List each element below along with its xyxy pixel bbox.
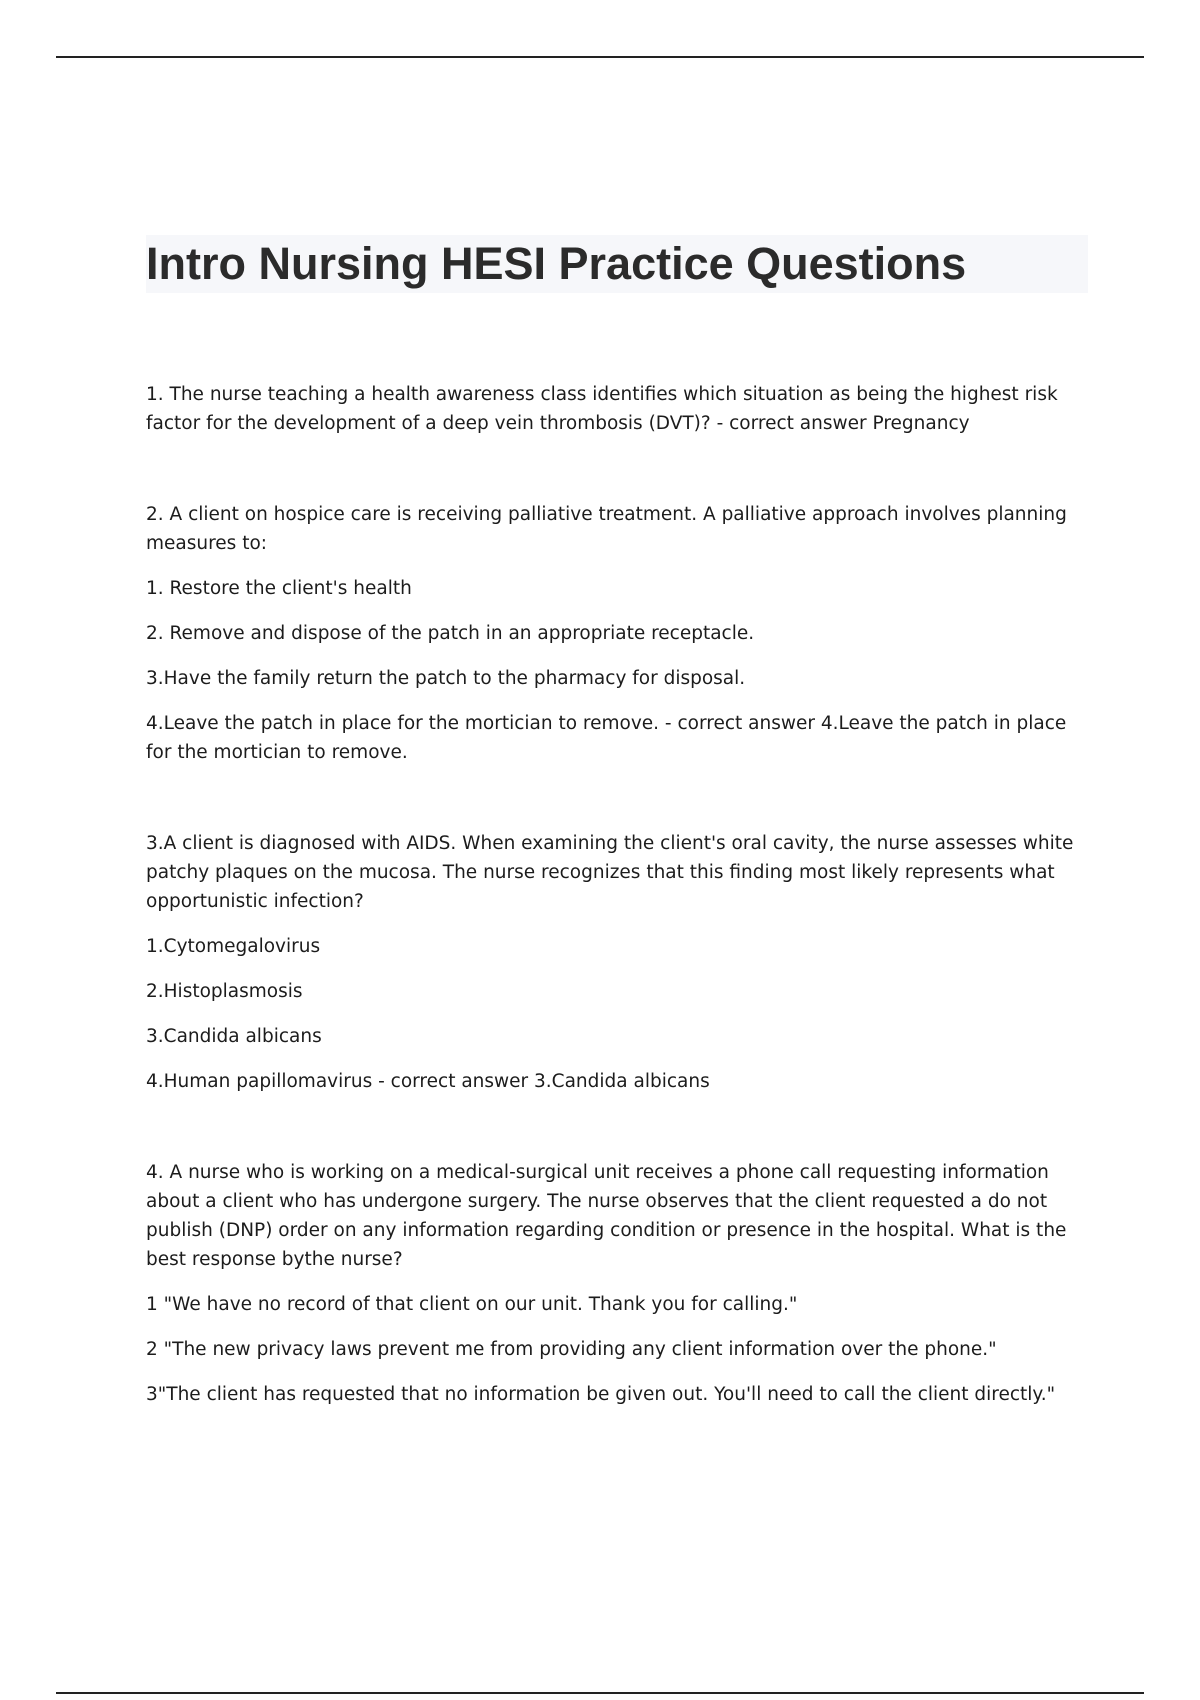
- footer-rule: [56, 1692, 1144, 1694]
- question-block-4: [146, 1158, 1088, 1409]
- document-body: [146, 380, 1088, 1471]
- question-2-option-1: 1. Restore the client's health: [146, 578, 412, 599]
- document-title: Intro Nursing HESI Practice Questions: [146, 238, 967, 289]
- question-3-stem: 3.A client is diagnosed with AIDS. When examining the client's oral cavity, the nurse assesses white patchy plaques on the mucosa. The nurse recognizes that this finding most likely represents what opportunistic infection?: [146, 833, 1074, 912]
- question-block-3: [146, 829, 1088, 1096]
- question-4-stem: 4. A nurse who is working on a medical-surgical unit receives a phone call requesting information about a client who has undergone surgery. The nurse observes that the client requested a do not publish (DNP) order on any information regarding condition or presence in the hospital. What is the best response bythe nurse?: [146, 1162, 1067, 1270]
- question-block-2: [146, 500, 1088, 767]
- question-2-option-3: 3.Have the family return the patch to the pharmacy for disposal.: [146, 668, 746, 689]
- question-1-text: 1. The nurse teaching a health awareness class identifies which situation as being the highest risk factor for the development of a deep vein thrombosis (DVT)? - correct answer Pregnancy: [146, 384, 1058, 434]
- question-2-stem: 2. A client on hospice care is receiving palliative treatment. A palliative approach involves planning measures to:: [146, 504, 1067, 554]
- question-3-option-2: 2.Histoplasmosis: [146, 981, 303, 1002]
- question-3-option-4-answer: 4.Human papillomavirus - correct answer 3.Candida albicans: [146, 1071, 710, 1092]
- header-rule: [56, 56, 1144, 58]
- question-3-option-3: 3.Candida albicans: [146, 1026, 322, 1047]
- question-4-option-1: 1 "We have no record of that client on our unit. Thank you for calling.": [146, 1294, 798, 1315]
- question-2-option-4-answer: 4.Leave the patch in place for the mortician to remove. - correct answer 4.Leave the patch in place for the mortician to remove.: [146, 713, 1067, 763]
- question-2-option-2: 2. Remove and dispose of the patch in an appropriate receptacle.: [146, 623, 755, 644]
- question-4-option-2: 2 "The new privacy laws prevent me from providing any client information over the phone.": [146, 1339, 997, 1360]
- question-4-option-3: 3"The client has requested that no information be given out. You'll need to call the client directly.": [146, 1384, 1056, 1405]
- question-3-option-1: 1.Cytomegalovirus: [146, 936, 321, 957]
- question-block-1: [146, 380, 1088, 438]
